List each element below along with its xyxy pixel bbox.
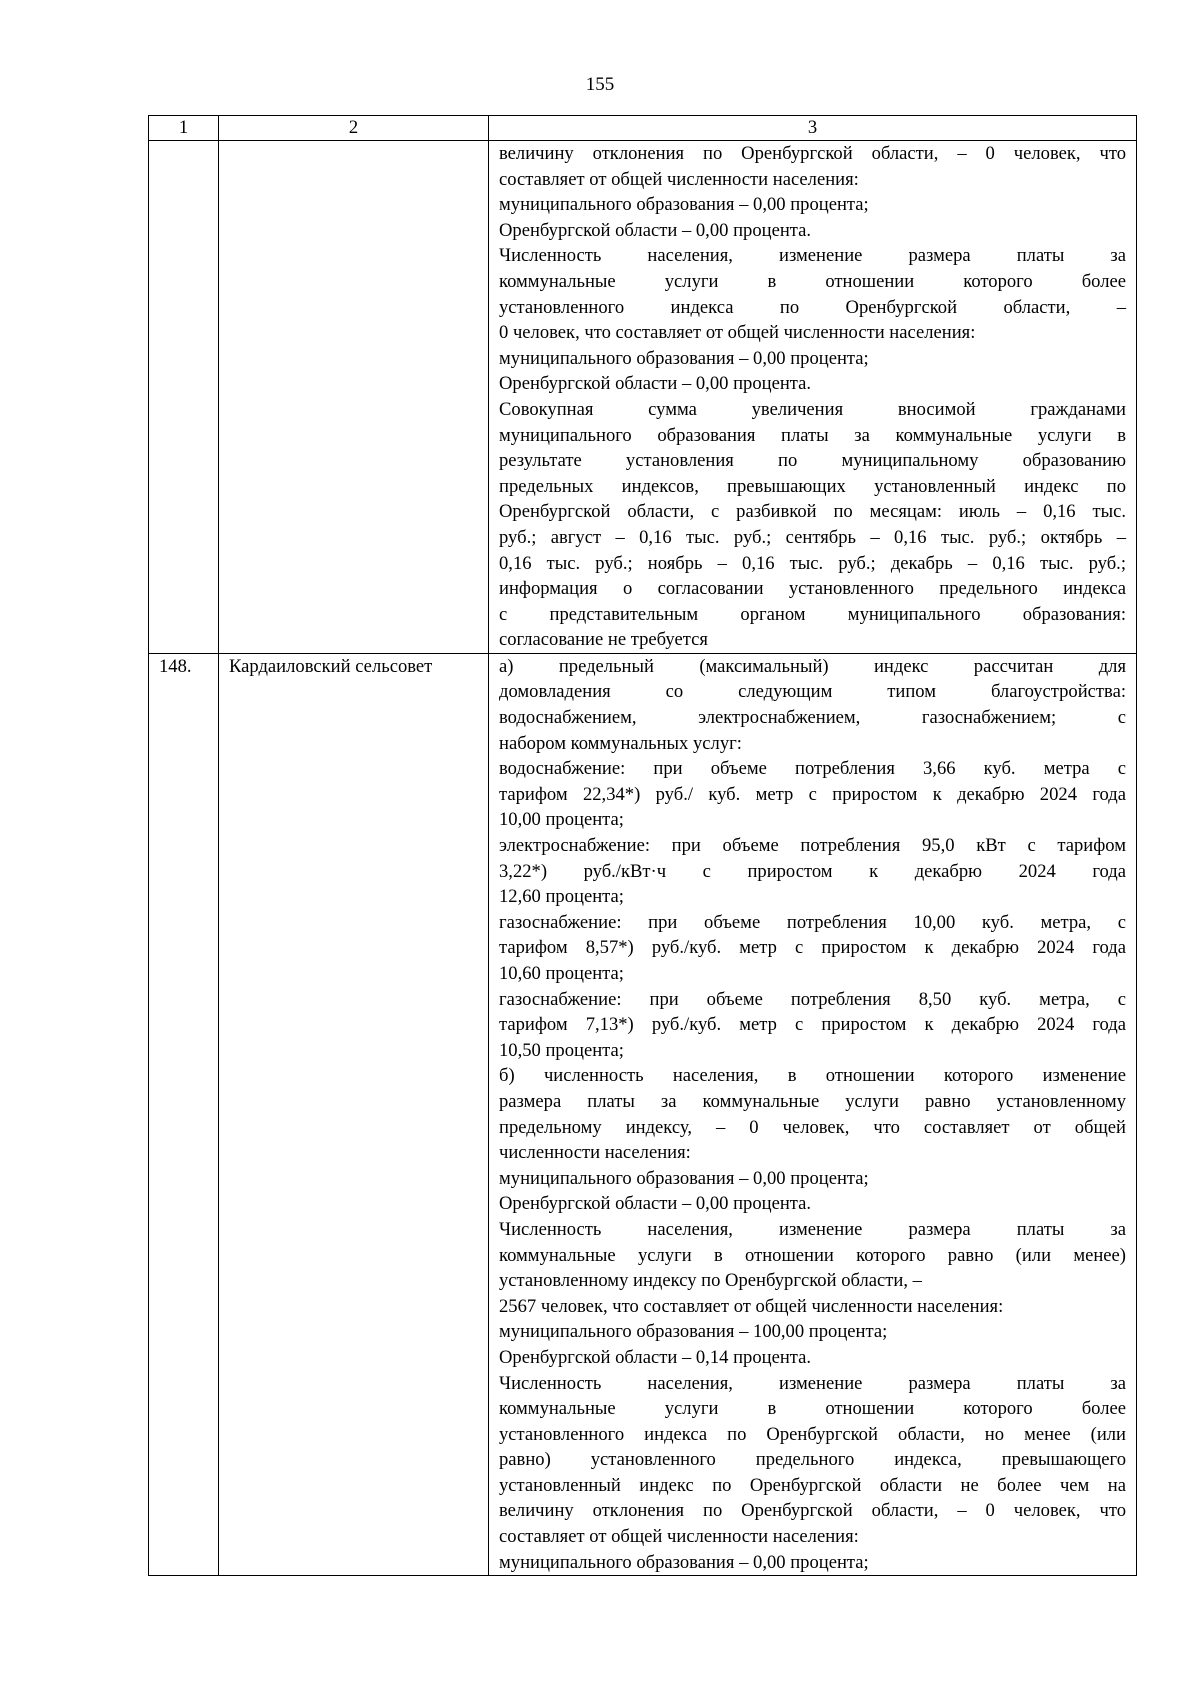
text-line: установленному индексу по Оренбургской области, – — [499, 1270, 922, 1292]
text-line: величину отклонения по Оренбургской области, – 0 человек, что — [499, 143, 1126, 164]
text-line: установленного индекса по Оренбургской области, но менее (или — [499, 1423, 1126, 1445]
text-line: информация о согласовании установленного предельного индекса — [499, 578, 1126, 600]
text-line: равно) установленного предельного индекса, превышающего — [499, 1449, 1126, 1471]
text-line: муниципального образования – 0,00 процента; — [499, 1551, 869, 1573]
row-number-cell: 148. — [149, 653, 219, 1575]
text-line: руб.; август – 0,16 тыс. руб.; сентябрь – 0,16 тыс. руб.; октябрь – — [499, 526, 1126, 548]
text-line: муниципального образования – 0,00 процента; — [499, 194, 869, 216]
text-line: Оренбургской области – 0,00 процента. — [499, 373, 812, 395]
text-line: Совокупная сумма увеличения вносимой гражданами — [499, 398, 1126, 420]
header-col-2: 2 — [219, 116, 489, 141]
text-line: Численность населения, изменение размера платы за — [499, 1372, 1126, 1394]
header-col-3: 3 — [489, 116, 1137, 141]
text-line: 10,50 процента; — [499, 1039, 624, 1061]
text-line: муниципального образования – 0,00 процента; — [499, 347, 869, 369]
text-line: газоснабжение: при объеме потребления 10,00 куб. метра, с — [499, 911, 1126, 933]
text-line: предельных индексов, превышающих установленный индекс по — [499, 475, 1126, 497]
page-number: 155 — [585, 74, 615, 95]
text-line: Оренбургской области – 0,00 процента. — [499, 1193, 812, 1215]
text-line: 3,22*) руб./кВт·ч с приростом к декабрю 2024 года — [499, 860, 1126, 882]
table-row-continued — [149, 141, 1137, 654]
text-line: тарифом 8,57*) руб./куб. метр с приростом к декабрю 2024 года — [499, 937, 1126, 959]
text-line: 12,60 процента; — [499, 886, 624, 908]
row-name-cell: Кардаиловский сельсовет — [219, 653, 489, 1575]
text-line: результате установления по муниципальному образованию — [499, 450, 1126, 472]
text-line: Численность населения, изменение размера платы за — [499, 1218, 1126, 1240]
text-line: тарифом 22,34*) руб./ куб. метр с приростом к декабрю 2024 года — [499, 783, 1126, 805]
text-line: 0 человек, что составляет от общей численности населения: — [499, 322, 976, 344]
text-line: Оренбургской области – 0,14 процента. — [499, 1346, 812, 1368]
text-line: 10,00 процента; — [499, 809, 624, 831]
table-header-row — [149, 116, 1137, 141]
text-line: установленный индекс по Оренбургской области не более чем на — [499, 1474, 1126, 1496]
text-line: газоснабжение: при объеме потребления 8,50 куб. метра, с — [499, 988, 1126, 1010]
text-line: величину отклонения по Оренбургской области, – 0 человек, что — [499, 1500, 1126, 1522]
text-line: численности населения: — [499, 1142, 691, 1164]
text-line: муниципального образования – 0,00 процента; — [499, 1167, 869, 1189]
text-line: 0,16 тыс. руб.; ноябрь – 0,16 тыс. руб.; декабрь – 0,16 тыс. руб.; — [499, 552, 1126, 574]
row-name-cell — [219, 141, 489, 654]
text-line: тарифом 7,13*) руб./куб. метр с приростом к декабрю 2024 года — [499, 1014, 1126, 1036]
text-line: размера платы за коммунальные услуги равно установленному — [499, 1090, 1126, 1112]
text-line: а) предельный (максимальный) индекс рассчитан для — [499, 655, 1126, 677]
row-text-cell — [489, 653, 1137, 1575]
text-line: водоснабжение: при объеме потребления 3,66 куб. метра с — [499, 758, 1126, 780]
text-line: электроснабжение: при объеме потребления 95,0 кВт с тарифом — [499, 835, 1126, 857]
text-line: б) численность населения, в отношении которого изменение — [499, 1065, 1126, 1087]
text-line: 2567 человек, что составляет от общей численности населения: — [499, 1295, 1004, 1317]
row-text-cell — [489, 141, 1137, 654]
text-line: согласование не требуется — [499, 629, 708, 651]
text-line: домовладения со следующим типом благоустройства: — [499, 681, 1126, 703]
row-number-cell — [149, 141, 219, 654]
text-line: набором коммунальных услуг: — [499, 732, 742, 754]
text-line: с представительным органом муниципального образования: — [499, 603, 1126, 625]
header-col-1: 1 — [149, 116, 219, 141]
document-table — [148, 115, 1137, 1576]
text-line: муниципального образования платы за коммунальные услуги в — [499, 424, 1126, 446]
text-line: составляет от общей численности населения: — [499, 1526, 859, 1548]
text-line: установленного индекса по Оренбургской области, – — [499, 296, 1126, 318]
text-line: коммунальные услуги в отношении которого равно (или менее) — [499, 1244, 1126, 1266]
text-line: составляет от общей численности населения: — [499, 168, 859, 190]
text-line: водоснабжением, электроснабжением, газоснабжением; с — [499, 707, 1126, 729]
text-line: Оренбургской области – 0,00 процента. — [499, 219, 812, 241]
text-line: Оренбургской области, с разбивкой по месяцам: июль – 0,16 тыс. — [499, 501, 1126, 523]
text-line: коммунальные услуги в отношении которого более — [499, 1398, 1126, 1420]
text-line: Численность населения, изменение размера платы за — [499, 245, 1126, 267]
text-line: муниципального образования – 100,00 процента; — [499, 1321, 888, 1343]
text-line: коммунальные услуги в отношении которого более — [499, 270, 1126, 292]
text-line: предельному индексу, – 0 человек, что составляет от общей — [499, 1116, 1126, 1138]
text-line: 10,60 процента; — [499, 963, 624, 984]
table-row-148 — [149, 653, 1137, 1575]
